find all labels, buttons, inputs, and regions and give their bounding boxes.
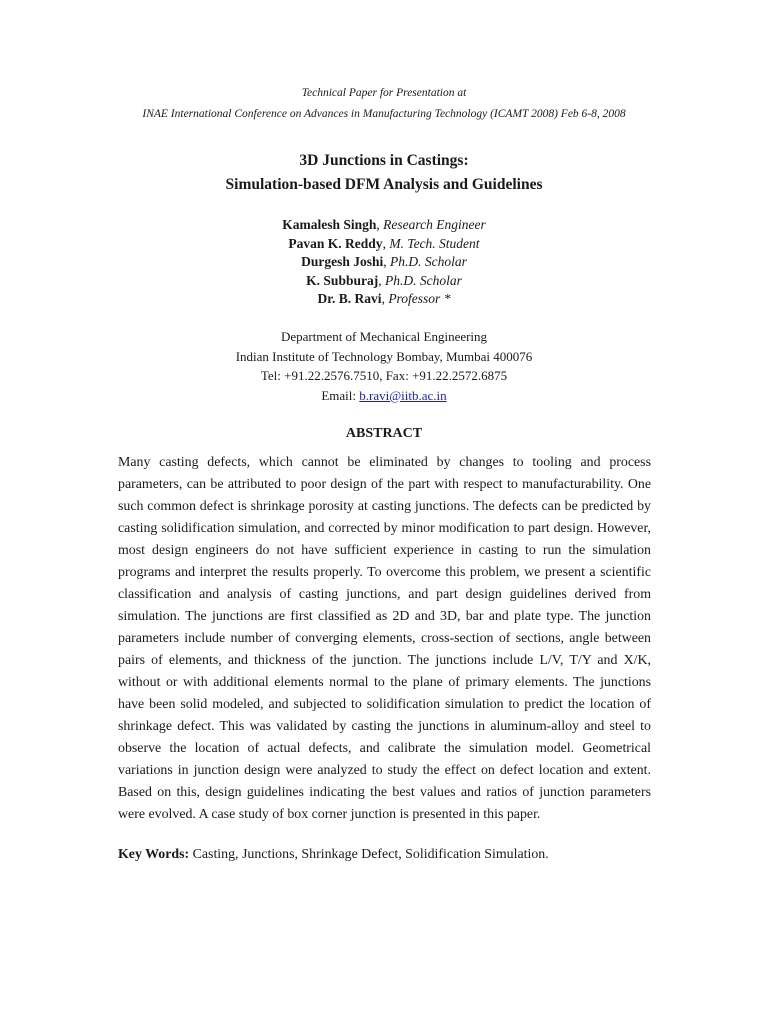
- author-name: Dr. B. Ravi: [317, 291, 382, 306]
- department: Department of Mechanical Engineering: [280, 329, 488, 344]
- institute: Indian Institute of Technology Bombay, Mumbai 400076: [235, 348, 533, 364]
- author-entry: Durgesh Joshi, Ph.D. Scholar: [301, 254, 467, 269]
- author-role: Research Engineer: [383, 217, 486, 232]
- keywords-text: Casting, Junctions, Shrinkage Defect, Solidification Simulation.: [189, 847, 549, 862]
- author-name: K. Subburaj: [306, 272, 379, 288]
- author-entry: K. Subburaj, Ph.D. Scholar: [306, 272, 462, 288]
- abstract-body: Many casting defects, which cannot be eliminated by changes to tooling and process parameters, can be attributed to poor design of the part with respect to manufacturability. One such common defect is shrinkage porosity at casting junctions. The defects can be predicted by casting solidification simulation, and corrected by minor modification to part design. However, most design engineers do not have sufficient experience in casting to run the simulation programs and interpret the results properly. To overcome this problem, we present a scientific classification and analysis of casting junctions, and part design guidelines derived from simulation. The junctions are first classified as 2D and 3D, bar and plate type. The junction parameters include number of converging elements, cross-section of sections, angle between pairs of elements, and thickness of the junction. The junctions include L/V, T/Y and X/K, without or with additional elements normal to the plane of primary elements. The junctions have been solid modeled, and subjected to solidification simulation to predict the location of shrinkage defect. This was validated by casting the junctions in aluminum-alloy and steel to observe the location of actual defects, and calibrate the simulation model. Geometrical variations in junction design were analyzed to study the effect on defect location and extent. Based on this, design guidelines indicating the best values and ratios of junction parameters were evolved. A case study of box corner junction is presented in this paper.: [118, 455, 651, 822]
- author-entry: Pavan K. Reddy, M. Tech. Student: [288, 235, 480, 251]
- author-name: Pavan K. Reddy: [288, 235, 383, 251]
- email-line: [0, 386, 768, 406]
- paper-title-line-1: 3D Junctions in Castings:: [299, 152, 469, 169]
- author-list: [0, 216, 768, 309]
- author-role: Professor *: [388, 291, 451, 306]
- paper-title-line-2: Simulation-based DFM Analysis and Guidelines: [225, 176, 543, 193]
- keywords-label: Key Words:: [118, 847, 190, 862]
- author-role: Ph.D. Scholar: [384, 272, 462, 288]
- author-role: Ph.D. Scholar: [390, 254, 467, 269]
- affiliation-block: [0, 327, 768, 405]
- author-entry: Dr. B. Ravi, Professor *: [317, 291, 451, 306]
- conference-header-line-2: INAE International Conference on Advances in Manufacturing Technology (ICAMT 2008) Feb 6-8, 2008: [142, 108, 626, 120]
- email-label: Email:: [321, 387, 360, 403]
- author-role: M. Tech. Student: [389, 235, 480, 251]
- email-link[interactable]: b.ravi@iitb.ac.in: [359, 387, 447, 403]
- phone-fax: Tel: +91.22.2576.7510, Fax: +91.22.2572.6875: [260, 368, 508, 383]
- author-name: Kamalesh Singh: [282, 217, 377, 232]
- author-entry: Kamalesh Singh, Research Engineer: [282, 217, 486, 232]
- conference-header-line-1: Technical Paper for Presentation at: [301, 87, 467, 99]
- keywords-line: [118, 847, 651, 863]
- abstract-heading: ABSTRACT: [345, 426, 423, 441]
- author-name: Durgesh Joshi: [301, 254, 384, 269]
